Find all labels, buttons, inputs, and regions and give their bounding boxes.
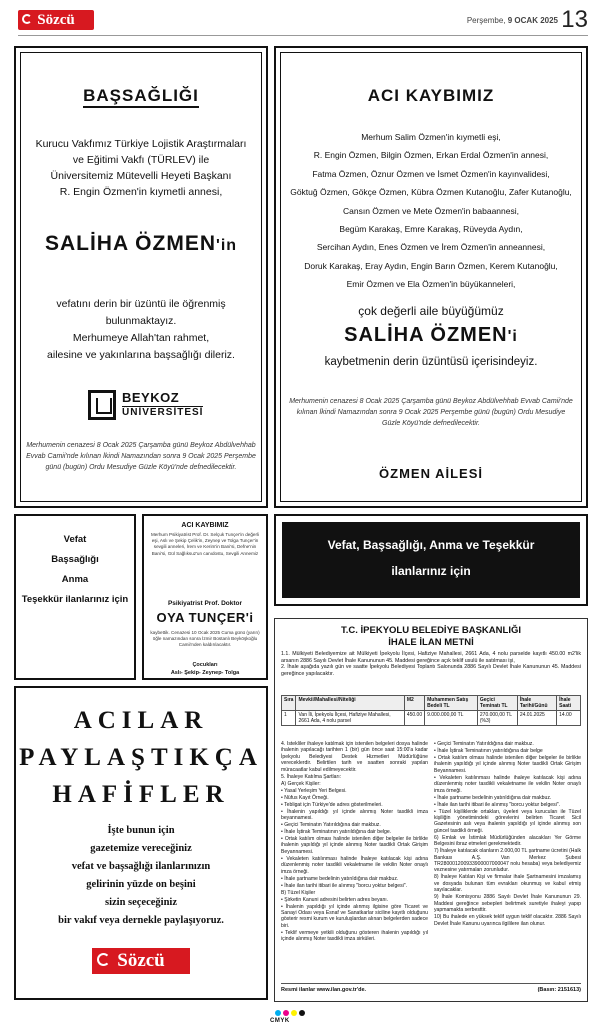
name-text: SALİHA ÖZMEN (44, 232, 217, 255)
ad-tail: kaybetmenin derin üzüntüsü içerisindeyiz. (324, 356, 538, 368)
notice-paragraph: 8) İhaleye Katılan Kişi ve firmalar ihale Şartnamesini imzalamış ve dosyada bulunan tüm evrakları okunmuş ve kabul etmiş sayılacaklar. (434, 874, 581, 894)
name-text: SALİHA ÖZMEN (344, 324, 508, 346)
headline-line: HAFİFLER (52, 781, 230, 808)
professional-title: Psikiyatrist Prof. Doktor (167, 600, 243, 607)
notice-paragraph: 7) İhaleye katılacak olanların 2.000,00 TL şartname ücretini (Halk Bankası A.Ş. Van Merkez Şubesi TR280001200933900007000047 nolu hesaba) veya belediyemiz veznesine yatırmaları zorunludur. (434, 848, 581, 874)
table-cell: 9.000.000,00 TL (425, 711, 478, 726)
table-cell: 1 (282, 711, 296, 726)
funeral-info: kaybettik. Cenazesi 10 Ocak 2025 Cuma günü (yarın) öğle namazından sonra İzmir Bostanlı Beyköşkoğlu Camii'nden kaldırılacaktır. (150, 630, 260, 648)
notice-paragraph: • İhalenin yapıldığı yıl içinde alınmış ilgisine göre Ticaret ve Sanayi Odası veya Esnaf ve Sanatkarlar siciline kayıtlı olduğunu gösterir resmi kurum ve kuruluşlardan alınan belgelerden sadece biri. (281, 903, 428, 929)
beykoz-university-logo (88, 390, 204, 424)
relatives-line: Emir Özmen ve Ela Özmen'in büyükanneleri, (346, 279, 516, 290)
notice-paragraph: • Tüzel kişiliklerde ortakları, üyeleri veya kurucuları ile Tüzel kişiliğin yönetimindeki görevlerini belirten Ticaret Sicil Gazetesinin aslı veya ihalenin yapıldığı yıl içinde alınmış son güncel tasdikli örneği. (434, 808, 581, 834)
table-header: İhale Tarihi/Günü (517, 696, 556, 711)
table-cell: 450.00 (404, 711, 424, 726)
relatives-line: R. Engin Özmen, Bilgin Özmen, Erkan Erdal Özmen'in annesi, (313, 150, 549, 161)
relatives-line: Göktuğ Özmen, Gökçe Özmen, Kübra Özmen Kutanoğlu, Zafer Kutanoğlu, (290, 187, 572, 198)
ad-title: ACI KAYBIMIZ (181, 522, 229, 529)
promo-text (16, 530, 134, 610)
ad-promo-banner (274, 514, 588, 606)
notice-paragraph: • İhale İştirak Teminatının yatırıldığına dair belge (434, 748, 543, 754)
campaign-body (26, 822, 256, 930)
crescent-icon (97, 953, 110, 966)
children-label: Çocukları (192, 662, 218, 668)
table-cell: 14.00 (557, 711, 581, 726)
notice-paragraph: 1.1. Mülkiyeti Belediyemize ait Mülkiyeti İpekyolu İlçesi, Hafiziye Mahallesi, 2661 Ada, 4 nolu parselde kayıtlı 450.00 m2'lik arsanın 2886 Sayılı Devlet İhale Kanununun 45. Maddesi gereğince açık teklif usulü ile satılması işi, (281, 651, 581, 664)
page-header (18, 6, 588, 36)
message-line: bulunmaktayız. (105, 315, 177, 327)
relatives-line: Cansın Özmen ve Mete Özmen'in babaannesi, (343, 205, 519, 216)
date-weekday: Perşembe, (466, 16, 506, 25)
relatives-line: Fatma Özmen, Öznur Özmen ve İsmet Özmen'in kayınvalidesi, (312, 168, 550, 179)
message-line: ailesine ve yakınlarına başsağlığı dileriz. (47, 349, 235, 361)
relatives-line: Sercihan Aydın, Enes Özmen ve İrem Özmen'in anneannesi, (316, 242, 546, 253)
intro-line: ve Eğitimi Vakfı (TÜRLEV) ile (72, 154, 210, 166)
notice-columns (281, 741, 581, 967)
sozcu-logo[interactable] (92, 948, 190, 974)
footer-website[interactable]: Resmi ilanlar www.ilan.gov.tr'de. (281, 987, 367, 993)
deceased-name (16, 232, 266, 256)
table-cell: 270.000,00 TL (%3) (477, 711, 517, 726)
footer-press-code: (Basın: 2151613) (537, 987, 581, 993)
notice-heading-line: T.C. İPEKYOLU BELEDİYE BAŞKANLIĞI (341, 625, 521, 636)
notice-paragraph: • Tebligat için Türkiye'de adres gösterilmeleri. (281, 801, 383, 808)
cyan-dot (275, 1010, 281, 1016)
body-line: sizin seçeceğiniz (104, 897, 178, 908)
logo-text: Sözcü (117, 950, 165, 971)
notice-paragraph: • Ortak katılım olması halinde istenilen diğer belgeler ile birlikte ihalenin yapıldığı yıl içinde alınmış Noter tasdikli Ortak Girişim Beyannamesi. (281, 836, 428, 855)
magenta-dot (283, 1010, 289, 1016)
table-cell: Van İli, İpekyolu İlçesi, Hafiziye Mahallesi, 2661 Ada, 4 nolu parsel (296, 711, 404, 726)
intro-line: Üniversitemiz Mütevelli Heyeti Başkanı (50, 170, 232, 182)
intro-line: Kurucu Vakfımız Türkiye Lojistik Araştırmaları (35, 138, 247, 150)
divider (281, 983, 581, 984)
notice-paragraph: • Geçici Teminatın Yatırıldığına dair makbuz. (434, 741, 534, 747)
university-subtitle: ÜNİVERSİTESİ (122, 407, 204, 418)
table-header: Geçici Teminatı TL (477, 696, 517, 711)
message-line: Merhumeye Allah'tan rahmet, (72, 332, 210, 344)
ad-frame (20, 52, 262, 502)
name-suffix: 'in (216, 237, 238, 254)
headline-line: ACILAR (73, 707, 209, 734)
body-line: gelirinin yüzde on beşini (86, 879, 196, 890)
dateline (467, 16, 558, 25)
notice-paragraph: 9) İhale Komisyonu 2886 Sayılı Devlet İhale Kanununun 29. Maddesi gereğince sebepleri belirtmek suretiyle ihaleyi yapıp yapmamakta serbesttir. (434, 894, 581, 914)
cmyk-label: CMYK (270, 1018, 290, 1024)
relatives-line: Begüm Karakaş, Emre Karakaş, Rüveyda Aydın, (339, 224, 523, 235)
university-name: BEYKOZ (122, 390, 180, 405)
ad-title: ACI KAYBIMIZ (367, 86, 495, 105)
table-header: Sıra (282, 696, 296, 711)
name-suffix: 'i (507, 328, 518, 345)
banner-line: ilanlarınız için (391, 564, 471, 578)
date-bold: 9 OCAK 2025 (507, 16, 558, 25)
children-names: Aslı- Şekip- Zeynep- Tolga (170, 670, 240, 676)
notice-paragraph: • Nüfus Kayıt Örneği. (281, 794, 329, 801)
body-line: bir vakıf veya dernekle paylaşıyoruz. (58, 915, 224, 926)
deceased-name: OYA TUNÇER'i (156, 610, 254, 625)
deceased-name (276, 324, 586, 347)
funeral-info: Merhumenin cenazesi 8 Ocak 2025 Çarşamba günü Beykoz Abdülvehhab Evvab Camii'nde kılınan İkindi Namazından sonra 9 Ocak 2025 Perşembe günü (bugün) Ordu Mesudiye Güzle Köyü'nde defnedilecektir. (289, 398, 573, 427)
ad-message (24, 296, 258, 364)
promo-line: Teşekkür ilanlarınız için (21, 594, 129, 605)
notice-paragraph: • Geçici Teminatın Yatırıldığına dair makbuz. (281, 822, 381, 829)
ad-relatives: Merhum Psikiyatrist Prof. Dr. Selçuk Tunçer'in değerli eşi, Aslı ve Şekip Çelik'in, Zeynep ve Tolga Tunçer'in sevgili anneleri, İrem ve Kerim'in Bani'si, Defne'nin Bani'si, Gül Sağlıksuz'un canıdostu, Sevgili Annemiz (150, 532, 260, 556)
ad-intro (24, 136, 258, 200)
notice-paragraph: • Teklif vermeye yetkili olduğunu gösteren ihalenin yapıldığı yıl içinde alınmış Noter tasdikli imza sirküleri. (281, 929, 428, 943)
notice-paragraph: B) Tüzel Kişiler (281, 889, 316, 896)
table-cell: 24.01.2025 (517, 711, 556, 726)
condolence-ad-beykoz (14, 46, 268, 508)
notice-heading-line: İHALE İLAN METNİ (388, 637, 474, 648)
notice-paragraph: A) Gerçek Kişiler: (281, 780, 321, 787)
ad-lead: çok değerli aile büyüğümüz (358, 304, 504, 318)
loss-ad-ozmen-family (274, 46, 588, 508)
body-line: vefat ve başsağlığı ilanlarınızın (71, 861, 211, 872)
notice-paragraph: • İhale İştirak Teminatının yatırıldığına dair belge. (281, 829, 392, 836)
table-header: Mevkii/Mahallesi/Niteliği (296, 696, 404, 711)
body-line: gazetemize vereceğiniz (90, 843, 192, 854)
body-line: İşte bunun için (107, 825, 175, 836)
notice-footer (281, 987, 581, 993)
ad-title (16, 86, 266, 106)
notice-paragraph: • Ortak katılım olması halinde istenilen diğer belgeler ile birlikte ihalenin yapıldığı yıl içinde alınmış Noter tasdikli Ortak Girişim Beyannamesi. (434, 755, 581, 774)
notice-paragraph: 4. İstekliler ihaleye katılmak için istenilen belgeleri dosya halinde ihalenin yapılacağı tarihten 1 (bir) gün önce saat 15:00'a kadar İpekyolu Belediyesi Destek Hizmetleri Müdürlüğüne vereceklerdir. Belirtilen tarih ve saatten sonraki yapılan müracaatlar kabul edilmeyecektir. (281, 741, 428, 773)
university-mark-icon (88, 390, 116, 420)
notice-paragraph: 2. İhale aşağıda yazılı gün ve saatte İpekyolu Belediyesi Toplantı Salonunda 2886 Sayılı Devlet İhale Kanununun 45. Maddesi gereğince yapılacaktır. (281, 664, 581, 677)
notice-paragraph: 6) Emlak ve İstimlak Müdürlüğünden alacakları Yer Görme Belgesini ibraz etmeleri gerekmektedir. (434, 834, 581, 848)
promo-line: Vefat (63, 534, 87, 545)
table-row (282, 711, 581, 726)
ad-title-text: BAŞSAĞLIĞI (83, 86, 199, 108)
relatives-list (282, 128, 580, 294)
table-header: M2 (404, 696, 424, 711)
notice-column-left (281, 741, 428, 967)
table-header: İhale Saati (557, 696, 581, 711)
intro-line: R. Engin Özmen'in kıymetli annesi, (59, 186, 223, 198)
notice-paragraph: • İhale şartname bedelinin yatırıldığına dair makbuz. (434, 794, 552, 801)
promo-line: Başsağlığı (51, 554, 99, 565)
notice-paragraph: • Vekaleten katılınması halinde İhaleye katılacak kişi adına düzenlenmiş noter tasdikli vekaletname ile vekilin Noter onaylı imza örneği. (281, 855, 428, 875)
tender-table (281, 695, 581, 726)
ad-promo-small (14, 514, 136, 680)
notice-paragraph: • Vekaleten katılınması halinde ihaleye katılacak kişi adına düzenlenmiş noter tasdikli vekaletname ile vekilin Noter onaylı imza örneği. (434, 774, 581, 794)
notice-paragraph: 10) Bu ihalede en yüksek teklif uygun teklif olacaktır. 2886 Sayılı Devlet İhale Kanunu uyarınca ilgililere ilan olunur. (434, 914, 581, 927)
ad-sharing-campaign (14, 686, 268, 1000)
headline-line: PAYLAŞTIKÇA (19, 744, 263, 771)
relatives-line: Doruk Karakaş, Eray Aydın, Engin Barın Özmen, Kerem Kutanoğlu, (304, 260, 558, 271)
children-signature (144, 661, 266, 677)
table-header: Muhammen Satış Bedeli TL (425, 696, 478, 711)
page-number: 13 (561, 6, 588, 33)
campaign-headline (16, 702, 266, 813)
notice-paragraph: • İhale ilan tarihi itibari ile alınmış "borcu yoktur belgesi". (281, 882, 408, 889)
notice-intro (281, 651, 581, 677)
yellow-dot (291, 1010, 297, 1016)
black-dot (299, 1010, 305, 1016)
notice-column-right (434, 741, 581, 967)
notice-paragraph: • İhale ilan tarihi itibari ile alınmış "borcu yoktur belgesi". (434, 801, 561, 808)
notice-paragraph: • Yasal Yerleşim Yeri Belgesi. (281, 787, 347, 794)
logo-text: Sözcü (37, 12, 75, 28)
notice-paragraph: • Şirketin Kanuni adresini belirten adres beyanı. (281, 896, 389, 903)
tender-notice (274, 618, 588, 1002)
banner-black (282, 522, 580, 598)
crescent-icon (22, 14, 32, 24)
notice-paragraph: • İhale şartname bedelinin yatırıldığına dair makbuz. (281, 875, 399, 882)
notice-heading (275, 625, 587, 649)
notice-paragraph: • İhalenin yapıldığı yıl içinde alınmış Noter tasdikli imza beyannamesi. (281, 808, 428, 822)
relatives-line: Merhum Salim Özmen'in kıymetli eşi, (361, 132, 501, 142)
banner-line: Vefat, Başsağlığı, Anma ve Teşekkür (327, 538, 535, 552)
sozcu-logo[interactable] (18, 10, 94, 30)
promo-line: Anma (61, 574, 89, 585)
message-line: vefatını derin bir üzüntü ile öğrenmiş (56, 298, 226, 310)
funeral-info: Merhumenin cenazesi 8 Ocak 2025 Çarşamba günü Beykoz Abdülvehhab Evvab Camii'nde kılınan İkindi Namazından sonra 9 Ocak 2025 Perşembe günü (bugün) Ordu Mesudiye Güzle Köyü'nde defnedilecektir. (26, 442, 256, 471)
family-signature: ÖZMEN AİLESİ (379, 466, 483, 481)
notice-paragraph: 5. İhaleye Katılma Şartları: (281, 773, 342, 780)
loss-ad-tuncer (142, 514, 268, 680)
table-header-row (282, 696, 581, 711)
